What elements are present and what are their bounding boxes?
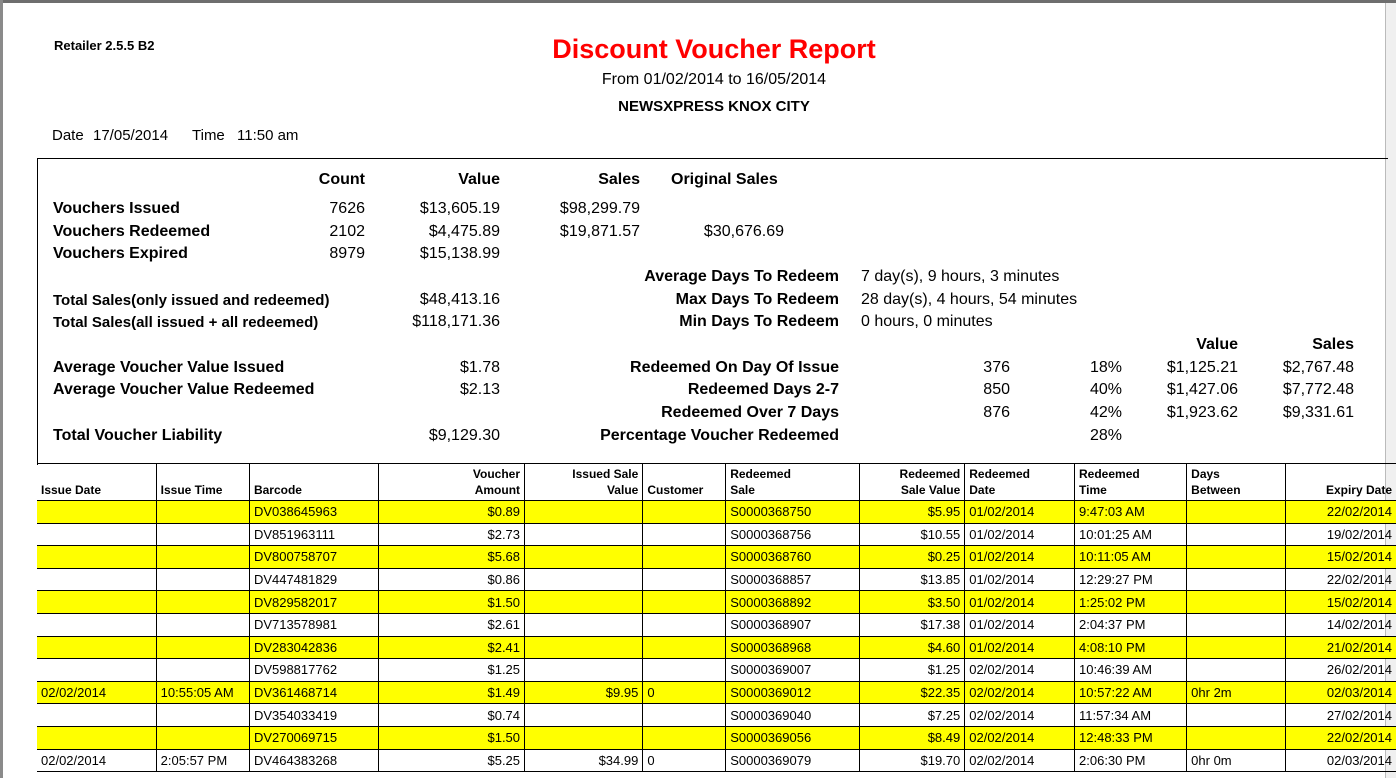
cell-redeemed-sale: S0000369040 (726, 704, 860, 727)
total-sales-issued-redeemed-value: $48,413.16 (419, 291, 500, 308)
cell-issue-date (37, 659, 156, 682)
cell-customer: 0 (643, 681, 726, 704)
redeemed-days-2-7-pct: 40% (1089, 381, 1122, 398)
vouchers-issued-value: $13,605.19 (419, 200, 500, 217)
cell-barcode: DV464383268 (249, 749, 378, 772)
col-count-header: Count (318, 171, 365, 188)
vouchers-expired-value: $15,138.99 (419, 245, 500, 262)
cell-amount: $2.61 (378, 613, 524, 636)
min-days-label: Min Days To Redeem (679, 313, 839, 330)
cell-barcode: DV713578981 (249, 613, 378, 636)
cell-issue-time (156, 613, 249, 636)
cell-issue-date (37, 546, 156, 569)
redeemed-days-2-7-label: Redeemed Days 2-7 (687, 381, 839, 398)
cell-days-between (1187, 568, 1286, 591)
cell-amount: $0.74 (378, 704, 524, 727)
cell-issue-time (156, 591, 249, 614)
cell-issued-sale-value (525, 591, 643, 614)
table-row (37, 636, 1396, 659)
cell-issued-sale-value: $34.99 (525, 749, 643, 772)
cell-amount: $0.89 (378, 501, 524, 524)
cell-amount: $1.25 (378, 659, 524, 682)
redeemed-days-2-7-value: $1,427.06 (1166, 381, 1238, 398)
cell-issue-time (156, 659, 249, 682)
redeemed-over-7-pct: 42% (1089, 404, 1122, 421)
window-top-border (0, 0, 1396, 3)
max-days-value: 28 day(s), 4 hours, 54 minutes (861, 291, 1078, 308)
cell-issue-date (37, 591, 156, 614)
cell-expiry-date: 22/02/2014 (1285, 568, 1396, 591)
table-row (37, 704, 1396, 727)
header-days-between: Days Between (1187, 464, 1286, 501)
cell-customer (643, 659, 726, 682)
avg-voucher-redeemed-value: $2.13 (459, 381, 500, 398)
cell-redeemed-time: 2:04:37 PM (1075, 613, 1187, 636)
cell-customer: 0 (643, 749, 726, 772)
col-original-sales-header: Original Sales (671, 171, 778, 188)
cell-redeemed-sale: S0000368760 (726, 546, 860, 569)
col-value-header: Value (458, 171, 500, 188)
redeemed-day-of-issue-pct: 18% (1089, 359, 1122, 376)
cell-issue-time: 10:55:05 AM (156, 681, 249, 704)
cell-redeemed-time: 12:29:27 PM (1075, 568, 1187, 591)
cell-barcode: DV447481829 (249, 568, 378, 591)
report-title: Discount Voucher Report (552, 34, 876, 64)
cell-issued-sale-value (525, 501, 643, 524)
vouchers-issued-sales: $98,299.79 (559, 200, 640, 217)
cell-amount: $1.49 (378, 681, 524, 704)
total-sales-issued-redeemed-label: Total Sales(only issued and redeemed) (53, 292, 330, 309)
avg-days-label: Average Days To Redeem (644, 268, 839, 285)
window-left-border (0, 0, 3, 778)
header-voucher-amount: Voucher Amount (378, 464, 524, 501)
cell-customer (643, 568, 726, 591)
cell-redeemed-sale-value: $7.25 (860, 704, 965, 727)
redeemed-over-7-value: $1,923.62 (1166, 404, 1238, 421)
table-row (37, 568, 1396, 591)
cell-redeemed-date: 02/02/2014 (965, 704, 1075, 727)
cell-barcode: DV829582017 (249, 591, 378, 614)
redeemed-day-of-issue-count: 376 (983, 359, 1010, 376)
cell-issue-time (156, 546, 249, 569)
cell-redeemed-date: 01/02/2014 (965, 591, 1075, 614)
col-sales-header: Sales (598, 171, 640, 188)
cell-customer (643, 546, 726, 569)
cell-amount: $2.41 (378, 636, 524, 659)
cell-redeemed-time: 10:01:25 AM (1075, 523, 1187, 546)
cell-barcode: DV598817762 (249, 659, 378, 682)
total-sales-all-value: $118,171.36 (412, 313, 500, 330)
cell-redeemed-time: 11:57:34 AM (1075, 704, 1187, 727)
cell-expiry-date: 22/02/2014 (1285, 501, 1396, 524)
redeemed-day-of-issue-label: Redeemed On Day Of Issue (630, 359, 839, 376)
vouchers-issued-count: 7626 (329, 200, 365, 217)
table-row (37, 591, 1396, 614)
store-name: NEWSXPRESS KNOX CITY (618, 98, 810, 115)
cell-issue-date (37, 613, 156, 636)
report-date: 17/05/2014 (93, 127, 169, 144)
cell-redeemed-sale: S0000368892 (726, 591, 860, 614)
total-liability-value: $9,129.30 (428, 427, 500, 444)
cell-redeemed-sale-value: $0.25 (860, 546, 965, 569)
cell-issue-time: 2:05:57 PM (156, 749, 249, 772)
cell-redeemed-sale-value: $1.25 (860, 659, 965, 682)
cell-days-between (1187, 613, 1286, 636)
cell-redeemed-time: 1:25:02 PM (1075, 591, 1187, 614)
cell-redeemed-date: 01/02/2014 (965, 546, 1075, 569)
date-label: Date (52, 127, 84, 144)
cell-days-between (1187, 546, 1286, 569)
cell-redeemed-date: 01/02/2014 (965, 636, 1075, 659)
cell-days-between (1187, 523, 1286, 546)
cell-redeemed-sale: S0000368907 (726, 613, 860, 636)
cell-redeemed-sale: S0000369079 (726, 749, 860, 772)
max-days-label: Max Days To Redeem (675, 291, 839, 308)
cell-redeemed-time: 10:46:39 AM (1075, 659, 1187, 682)
avg-voucher-issued-label: Average Voucher Value Issued (53, 359, 285, 376)
header-redeemed-sale-value: Redeemed Sale Value (860, 464, 965, 501)
cell-redeemed-date: 02/02/2014 (965, 726, 1075, 749)
cell-customer (643, 726, 726, 749)
avg-voucher-issued-value: $1.78 (459, 359, 500, 376)
cell-issue-date (37, 726, 156, 749)
cell-issue-date (37, 704, 156, 727)
date-range: From 01/02/2014 to 16/05/2014 (601, 71, 827, 88)
cell-redeemed-time: 10:57:22 AM (1075, 681, 1187, 704)
cell-redeemed-time: 4:08:10 PM (1075, 636, 1187, 659)
cell-customer (643, 523, 726, 546)
app-version: Retailer 2.5.5 B2 (54, 38, 155, 53)
cell-redeemed-sale-value: $13.85 (860, 568, 965, 591)
vouchers-redeemed-label: Vouchers Redeemed (53, 223, 211, 240)
table-row (37, 681, 1396, 704)
avg-days-value: 7 day(s), 9 hours, 3 minutes (861, 268, 1060, 285)
cell-redeemed-date: 01/02/2014 (965, 568, 1075, 591)
cell-issue-time (156, 568, 249, 591)
cell-customer (643, 613, 726, 636)
cell-barcode: DV354033419 (249, 704, 378, 727)
cell-redeemed-sale-value: $22.35 (860, 681, 965, 704)
vouchers-issued-label: Vouchers Issued (53, 200, 180, 217)
cell-issued-sale-value (525, 546, 643, 569)
cell-redeemed-sale-value: $8.49 (860, 726, 965, 749)
cell-redeemed-sale: S0000369007 (726, 659, 860, 682)
cell-issued-sale-value (525, 523, 643, 546)
cell-customer (643, 591, 726, 614)
cell-issued-sale-value (525, 568, 643, 591)
cell-issue-date: 02/02/2014 (37, 681, 156, 704)
cell-amount: $1.50 (378, 726, 524, 749)
cell-days-between (1187, 659, 1286, 682)
cell-redeemed-date: 01/02/2014 (965, 501, 1075, 524)
cell-issue-date (37, 523, 156, 546)
redeemed-day-of-issue-value: $1,125.21 (1166, 359, 1238, 376)
vouchers-expired-label: Vouchers Expired (53, 245, 188, 262)
header-issue-date: Issue Date (37, 464, 156, 501)
redeemed-over-7-count: 876 (983, 404, 1010, 421)
table-row (37, 749, 1396, 772)
cell-expiry-date: 02/03/2014 (1285, 749, 1396, 772)
cell-amount: $5.25 (378, 749, 524, 772)
report-time: 11:50 am (237, 127, 299, 144)
cell-days-between: 0hr 0m (1187, 749, 1286, 772)
cell-days-between (1187, 591, 1286, 614)
redeemed-days-2-7-sales: $7,772.48 (1282, 381, 1354, 398)
cell-expiry-date: 15/02/2014 (1285, 591, 1396, 614)
cell-expiry-date: 22/02/2014 (1285, 726, 1396, 749)
vouchers-redeemed-count: 2102 (329, 223, 365, 240)
cell-days-between (1187, 704, 1286, 727)
redeemed-day-of-issue-sales: $2,767.48 (1282, 359, 1354, 376)
cell-redeemed-time: 12:48:33 PM (1075, 726, 1187, 749)
vouchers-redeemed-sales: $19,871.57 (559, 223, 640, 240)
cell-issue-date (37, 568, 156, 591)
cell-redeemed-sale: S0000368857 (726, 568, 860, 591)
vouchers-redeemed-value: $4,475.89 (428, 223, 500, 240)
table-row (37, 523, 1396, 546)
time-label: Time (192, 127, 225, 144)
cell-barcode: DV270069715 (249, 726, 378, 749)
table-row (37, 613, 1396, 636)
avg-voucher-redeemed-label: Average Voucher Value Redeemed (53, 381, 315, 398)
cell-issued-sale-value (525, 636, 643, 659)
header-redeemed-sale: Redeemed Sale (726, 464, 860, 501)
cell-issue-time (156, 704, 249, 727)
cell-redeemed-sale-value: $5.95 (860, 501, 965, 524)
cell-redeemed-sale-value: $4.60 (860, 636, 965, 659)
cell-days-between: 0hr 2m (1187, 681, 1286, 704)
cell-issue-time (156, 501, 249, 524)
redeemed-days-2-7-count: 850 (983, 381, 1010, 398)
cell-customer (643, 501, 726, 524)
cell-redeemed-sale-value: $10.55 (860, 523, 965, 546)
cell-expiry-date: 14/02/2014 (1285, 613, 1396, 636)
cell-issued-sale-value: $9.95 (525, 681, 643, 704)
vouchers-expired-count: 8979 (329, 245, 365, 262)
cell-expiry-date: 21/02/2014 (1285, 636, 1396, 659)
cell-barcode: DV038645963 (249, 501, 378, 524)
cell-redeemed-date: 02/02/2014 (965, 749, 1075, 772)
header-issued-sale-value: Issued Sale Value (525, 464, 643, 501)
cell-issued-sale-value (525, 726, 643, 749)
voucher-detail-table (37, 463, 1396, 772)
cell-amount: $5.68 (378, 546, 524, 569)
cell-issued-sale-value (525, 613, 643, 636)
header-expiry-date: Expiry Date (1285, 464, 1396, 501)
table-row (37, 501, 1396, 524)
cell-issue-time (156, 726, 249, 749)
table-header-row (37, 464, 1396, 501)
cell-days-between (1187, 501, 1286, 524)
cell-issue-date (37, 501, 156, 524)
cell-redeemed-sale: S0000369012 (726, 681, 860, 704)
cell-redeemed-date: 01/02/2014 (965, 523, 1075, 546)
cell-barcode: DV283042836 (249, 636, 378, 659)
cell-redeemed-date: 02/02/2014 (965, 681, 1075, 704)
cell-redeemed-time: 9:47:03 AM (1075, 501, 1187, 524)
cell-redeemed-sale: S0000369056 (726, 726, 860, 749)
cell-redeemed-sale-value: $17.38 (860, 613, 965, 636)
cell-redeemed-sale: S0000368968 (726, 636, 860, 659)
header-barcode: Barcode (249, 464, 378, 501)
cell-issue-date: 02/02/2014 (37, 749, 156, 772)
cell-customer (643, 704, 726, 727)
header-redeemed-date: Redeemed Date (965, 464, 1075, 501)
cell-redeemed-sale: S0000368756 (726, 523, 860, 546)
cell-redeemed-sale-value: $3.50 (860, 591, 965, 614)
cell-amount: $0.86 (378, 568, 524, 591)
cell-expiry-date: 02/03/2014 (1285, 681, 1396, 704)
cell-customer (643, 636, 726, 659)
cell-days-between (1187, 726, 1286, 749)
table-row (37, 659, 1396, 682)
cell-issued-sale-value (525, 659, 643, 682)
table-row (37, 726, 1396, 749)
cell-redeemed-date: 02/02/2014 (965, 659, 1075, 682)
cell-issued-sale-value (525, 704, 643, 727)
table-row (37, 546, 1396, 569)
pct-redeemed-value: 28% (1089, 427, 1122, 444)
cell-barcode: DV851963111 (249, 523, 378, 546)
cell-redeemed-time: 2:06:30 PM (1075, 749, 1187, 772)
header-issue-time: Issue Time (156, 464, 249, 501)
cell-amount: $1.50 (378, 591, 524, 614)
cell-issue-date (37, 636, 156, 659)
cell-amount: $2.73 (378, 523, 524, 546)
cell-issue-time (156, 523, 249, 546)
vouchers-redeemed-original-sales: $30,676.69 (703, 223, 784, 240)
redeemed-over-7-label: Redeemed Over 7 Days (661, 404, 839, 421)
cell-barcode: DV361468714 (249, 681, 378, 704)
cell-barcode: DV800758707 (249, 546, 378, 569)
total-liability-label: Total Voucher Liability (53, 427, 223, 444)
col-sales2-header: Sales (1312, 336, 1354, 353)
cell-redeemed-time: 10:11:05 AM (1075, 546, 1187, 569)
cell-expiry-date: 15/02/2014 (1285, 546, 1396, 569)
pct-redeemed-label: Percentage Voucher Redeemed (600, 427, 839, 444)
col-value2-header: Value (1196, 336, 1238, 353)
cell-issue-time (156, 636, 249, 659)
cell-days-between (1187, 636, 1286, 659)
cell-redeemed-date: 01/02/2014 (965, 613, 1075, 636)
cell-expiry-date: 26/02/2014 (1285, 659, 1396, 682)
cell-redeemed-sale: S0000368750 (726, 501, 860, 524)
min-days-value: 0 hours, 0 minutes (861, 313, 993, 330)
total-sales-all-label: Total Sales(all issued + all redeemed) (53, 314, 319, 331)
redeemed-over-7-sales: $9,331.61 (1282, 404, 1354, 421)
header-redeemed-time: Redeemed Time (1075, 464, 1187, 501)
header-customer: Customer (643, 464, 726, 501)
cell-expiry-date: 19/02/2014 (1285, 523, 1396, 546)
cell-expiry-date: 27/02/2014 (1285, 704, 1396, 727)
cell-redeemed-sale-value: $19.70 (860, 749, 965, 772)
